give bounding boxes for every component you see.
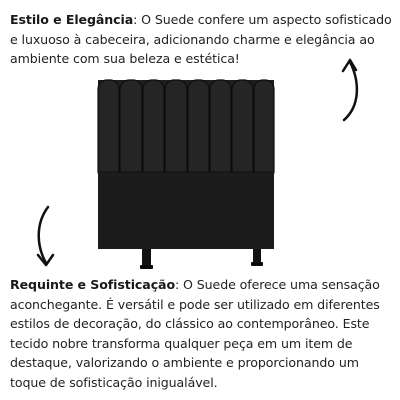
right-leg — [253, 249, 261, 264]
left-leg — [142, 249, 151, 267]
bottom-description — [10, 275, 394, 392]
top-text: : O Suede confere um aspecto sofisticado e luxuoso à cabeceira, adicionando charme e elegância ao ambiente com sua beleza e estética! — [10, 12, 392, 66]
curved-arrow-down-icon — [26, 203, 70, 271]
top-title: Estilo e Elegância — [10, 12, 134, 27]
curved-arrow-up-icon — [330, 52, 380, 124]
bottom-text: : O Suede oferece uma sensação aconchegante. É versátil e pode ser utilizado em diferentes estilos de decoração, do clássico ao contemporâneo. Este tecido nobre transforma qualquer peça em um item de destaque, valorizando o ambiente e proporcionando um toque de sofisticação inigualável. — [10, 277, 380, 390]
bottom-title: Requinte e Sofisticação — [10, 277, 176, 292]
